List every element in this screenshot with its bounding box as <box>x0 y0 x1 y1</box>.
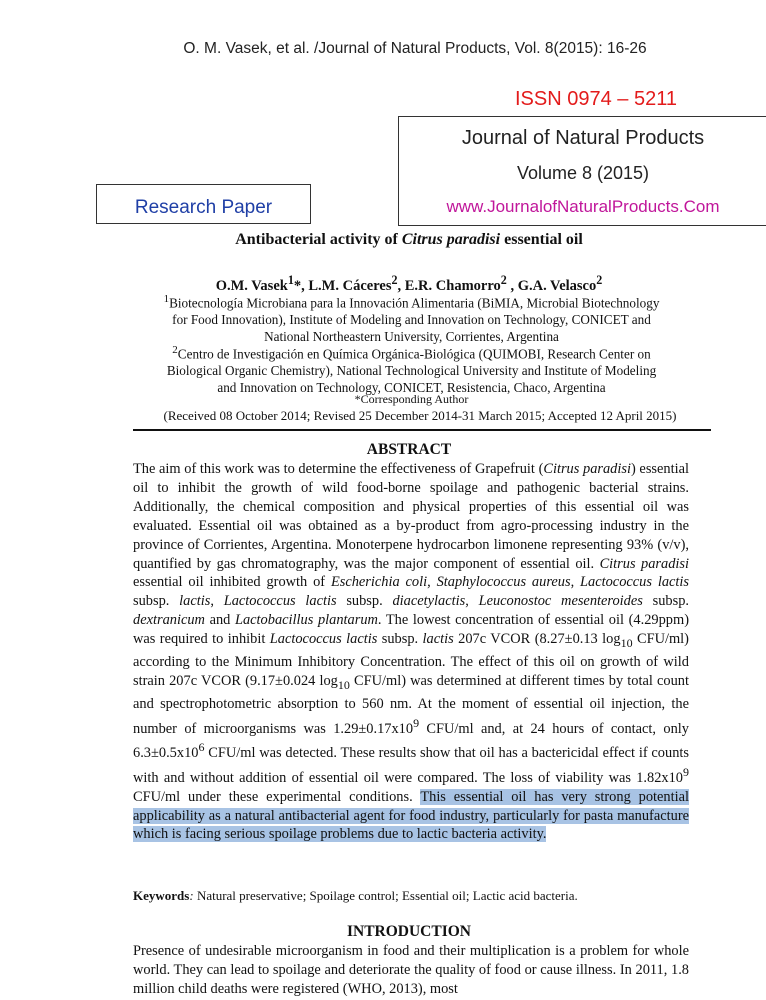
abstract-italic: Lactobacillus plantarum <box>234 612 378 629</box>
title-prefix: Antibacterial activity of <box>235 231 402 248</box>
abstract-italic: Lactococcus lactis <box>269 631 378 648</box>
affiliation-1 <box>133 291 690 345</box>
abstract-text: The aim of this work was to determine the effectiveness of Grapefruit ( <box>133 461 544 477</box>
abstract-italic: dextranicum <box>133 612 205 629</box>
abstract-heading: ABSTRACT <box>366 441 452 458</box>
introduction-body: Presence of undesirable microorganism in food and their multiplication is a problem for whole world. They can lead to spoilage and deteriorate the quality of food or cause illness. In 2011, 1.8 million child deaths were registered (WHO, 2013), most <box>133 943 689 997</box>
journal-title: Journal of Natural Products <box>461 127 705 149</box>
abstract-text: CFU/ml) according to the Minimum Inhibitory Concentration. The effect of this oil on growth of wild strain 207c VCOR (9.17±0.024 log <box>133 631 689 689</box>
abstract-italic: Escherichia coli <box>330 574 428 591</box>
abstract-superscript: 9 <box>413 715 420 730</box>
abstract-italic: Staphylococcus aureus <box>436 574 571 591</box>
abstract-italic: diacetylactis <box>392 593 466 610</box>
abstract-text: subsp. <box>377 631 423 648</box>
abstract-text: ) essential oil to inhibit the growth of wild food-borne spoilage and pathogenic bacterial strains. Additionally, the chemical composition and physical properties of this essential oil was evaluated. Essential oil was obtained as a by-product from agro-processing industry in the province of Corrientes, Argentina. Monoterpene hydrocarbon limonene representing 93% (v/v), quantified by gas chromatography, was the major component of essential oil. <box>133 461 689 572</box>
keywords-colon: : <box>189 888 194 903</box>
abstract-italic: Citrus paradisi <box>599 555 689 572</box>
keywords-line <box>133 888 693 904</box>
affiliation-2 <box>133 342 690 396</box>
abstract-text: and <box>204 612 235 629</box>
abstract-text: subsp. <box>642 593 689 610</box>
highlighted-selection[interactable]: This essential oil has very strong potential applicability as a natural antibacterial agent for food industry, particularly for pasta manufacture which is facing serious spoilage problems due to lactic bacteria activity. <box>133 788 690 843</box>
author-separator: , <box>506 277 518 294</box>
abstract-subscript: 10 <box>620 636 633 651</box>
abstract-superscript: 6 <box>198 740 205 755</box>
paper-type-box <box>96 184 311 224</box>
corresponding-mark: * <box>293 277 302 294</box>
affiliation-line: National Northeastern University, Corrientes, Argentina <box>264 329 559 345</box>
author-affil-num: 2 <box>391 273 398 287</box>
abstract-text: 207c VCOR (8.27±0.13 log <box>453 631 621 648</box>
affiliation-text: Biotecnología Microbiana para la Innovación Alimentaria (BiMIA, Microbial Biotechnology <box>169 295 660 311</box>
abstract-italic: Leuconostoc mesenteroides <box>478 593 643 610</box>
author-name: O.M. Vasek <box>215 277 288 294</box>
abstract-text: subsp. <box>133 593 180 610</box>
title-suffix: essential oil <box>500 231 583 248</box>
issn-label: ISSN 0974 – 5211 <box>515 88 677 110</box>
journal-volume: Volume 8 (2015) <box>516 163 650 183</box>
abstract-text: , <box>465 593 479 610</box>
abstract-text: essential oil inhibited growth of <box>133 574 331 591</box>
abstract-italic: Lactococcus lactis <box>223 593 337 610</box>
abstract-italic: Lactococcus lactis <box>580 574 689 591</box>
abstract-text: , <box>210 593 224 610</box>
abstract-text: . The lowest concentration of essential oil (4.29ppm) was required to inhibit <box>133 612 689 648</box>
author-name: L.M. Cáceres <box>308 277 392 294</box>
abstract-italic: Citrus paradisi <box>543 461 631 477</box>
corresponding-author-note: *Corresponding Author <box>354 392 469 406</box>
keywords-label: Keywords <box>133 888 190 903</box>
paper-title <box>0 231 766 249</box>
author-affil-num: 2 <box>596 273 603 287</box>
abstract-text: CFU/ml under these experimental conditions. <box>133 788 421 805</box>
affiliation-line <box>133 342 690 362</box>
running-header: O. M. Vasek, et al. /Journal of Natural Products, Vol. 8(2015): 16-26 <box>183 40 647 57</box>
abstract-italic: lactis <box>179 593 211 610</box>
author-separator: , <box>301 277 309 294</box>
received-dates: (Received 08 October 2014; Revised 25 December 2014-31 March 2015; Accepted 12 April 2015) <box>163 408 677 423</box>
introduction-heading: INTRODUCTION <box>346 923 471 940</box>
paper-type-label: Research Paper <box>134 197 273 218</box>
affiliation-text: Centro de Investigación en Química Orgánica-Biológica (QUIMOBI, Research Center on <box>177 346 651 362</box>
abstract-text: subsp. <box>336 593 393 610</box>
abstract-text: , <box>427 574 437 591</box>
abstract-text: CFU/ml was detected. These results show that oil has a bactericidal effect if counts with and without addition of essential oil were compared. The loss of viability was 1.82x10 <box>133 745 689 786</box>
journal-info-box <box>398 116 766 226</box>
author-name: G.A. Velasco <box>517 277 597 294</box>
section-divider <box>133 429 711 431</box>
abstract-body <box>133 460 689 844</box>
abstract-superscript: 9 <box>683 764 689 779</box>
affiliation-line: Biological Organic Chemistry), National Technological University and Institute of Modeling <box>166 363 657 379</box>
affiliation-line <box>133 291 690 311</box>
keywords-text: Natural preservative; Spoilage control; Essential oil; Lactic acid bacteria. <box>193 888 578 903</box>
abstract-text: CFU/ml) was determined at different times by total count and spectrophotometric absorption to 560 nm. At the moment of essential oil injection, the number of microorganisms was 1.29±0.17x10 <box>133 672 689 737</box>
abstract-text: CFU/ml and, at 24 hours of contact, only 6.3±0.5x10 <box>133 720 689 762</box>
author-affil-num: 2 <box>500 273 507 287</box>
author-affil-num: 1 <box>287 273 294 287</box>
author-separator: , <box>397 277 405 294</box>
affiliation-line: and Innovation on Technology, CONICET, Resistencia, Chaco, Argentina <box>217 380 606 396</box>
affiliation-line: for Food Innovation), Institute of Modeling and Innovation on Technology, CONICET and <box>172 312 651 328</box>
affiliation-num: 1 <box>163 293 170 305</box>
abstract-text: , <box>570 574 581 591</box>
abstract-subscript: 10 <box>337 677 350 692</box>
abstract-italic: lactis <box>422 631 454 648</box>
title-species: Citrus paradisi <box>401 231 501 248</box>
author-name: E.R. Chamorro <box>404 277 501 294</box>
journal-url-link[interactable]: www.JournalofNaturalProducts.Com <box>446 197 720 216</box>
affiliation-num: 2 <box>172 344 178 356</box>
